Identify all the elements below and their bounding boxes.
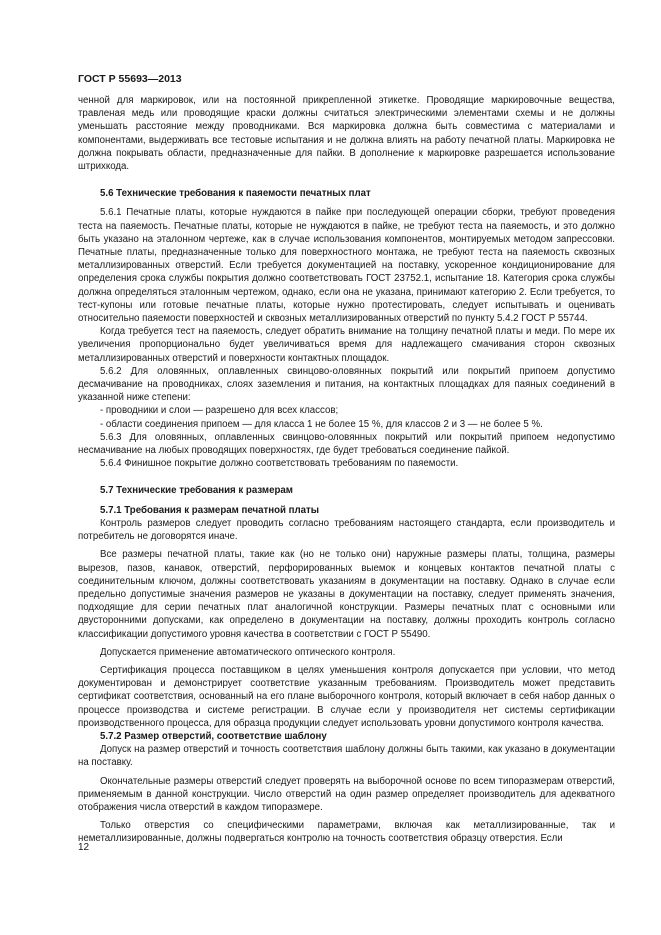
paragraph-5-7-1-certification: Сертификация процесса поставщиком в целях уменьшения контроля допускается при условии, что метод документирован и демонстрирует соответствие указанным требованиям. Производитель может представить сертификат соответствия, основанный на его плане выборочного контроля, который включает в себя набор данных о процессе производства и системе регистрации. В случае если у производителя нет системы сертификации производственного процесса, для образца продукции следует использовать уровни допустимого контроля качества.	[78, 664, 615, 729]
list-item-conductors: - проводники и слои — разрешено для всех классов;	[100, 405, 339, 417]
paragraph-5-7-2-tolerance: Допуск на размер отверстий и точность соответствия шаблону должны быть такими, как указано в документации на поставку.	[78, 744, 615, 769]
paragraph-marking-continuation: ченной для маркировок, или на постоянной прикрепленной этикетке. Проводящие маркировочные вещества, травленая медь или проводящие краски должны считаться электрическими элементами схемы и не должны уменьшать расстояние между проводниками. Вся маркировка должна быть совместима с материалами и компонентами, выдерживать все тестовые испытания и не должна влиять на работу печатной платы. Маркировка не должна покрывать области, предназначенные для пайки. В дополнение к маркировке разрешается использование штрихкода.	[78, 95, 615, 173]
subsection-heading-5-7-1: 5.7.1 Требования к размерам печатной платы	[100, 504, 320, 516]
paragraph-5-7-1-aoi: Допускается применение автоматического оптического контроля.	[100, 646, 396, 658]
document-code-header: ГОСТ Р 55693—2013	[78, 73, 182, 85]
paragraph-5-6-2: 5.6.2 Для оловянных, оплавленных свинцово-оловянных покрытий или покрытий припоем допустимо десмачивание на проводниках, слоях заземления и питания, на контактных площадках для паяных соединений в указанной ниже степени:	[78, 365, 615, 404]
subsection-heading-5-7-2: 5.7.2 Размер отверстий, соответствие шаблону	[100, 730, 327, 742]
page-body	[78, 94, 615, 846]
paragraph-5-6-1-thickness: Когда требуется тест на паяемость, следует обратить внимание на толщину печатной платы и меди. По мере их увеличения пропорционально будет увеличиваться время для надлежащего смачивания сторон сквозных металлизированных отверстий и поверхности контактных площадок.	[78, 326, 615, 364]
paragraph-5-7-2-final-sizes: Окончательные размеры отверстий следует проверять на выборочной основе по всем типоразмерам отверстий, применяемым в данной конструкции. Число отверстий на один размер определяет производитель для адекватного отображения числа отверстий в каждом типоразмере.	[78, 775, 615, 813]
paragraph-5-6-3: 5.6.3 Для оловянных, оплавленных свинцово-оловянных покрытий или покрытий припоем недопустимо несмачивание на любых проводящих поверхностях, где будет требоваться соединение пайкой.	[78, 431, 615, 457]
section-heading-5-7: 5.7 Технические требования к размерам	[100, 485, 293, 497]
paragraph-5-7-1-control: Контроль размеров следует проводить согласно требованиям настоящего стандарта, если производитель и потребитель не договорятся иначе.	[78, 517, 615, 543]
paragraph-5-7-1-dimensions: Все размеры печатной платы, такие как (но не только они) наружные размеры платы, толщина, размеры вырезов, пазов, канавок, отверстий, перфорированных выемок и концевых контактов печатной платы с соединительным ключом, должны соответствовать указаниям в документации на поставку. Однако в случае если предельно допустимые значения размеров не указаны в документации на поставку, следует применять значения, подходящие для серии печатных плат аналогичной конструкции. Размеры печатных плат с основными или двусторонними допусками, как определено в документации на поставку, должны проходить контроль согласно классификации допустимого уровня качества в соответствии с ГОСТ Р 55490.	[78, 549, 615, 640]
paragraph-5-7-2-specific-holes: Только отверстия со специфическими параметрами, включая как металлизированные, так и неметаллизированные, должны подвергаться контролю на точность соответствия образцу отверстия. Если	[78, 820, 615, 845]
list-item-solder-areas: - области соединения припоем — для класса 1 не более 15 %, для классов 2 и 3 — не более 5 %.	[100, 418, 543, 430]
paragraph-5-6-1: 5.6.1 Печатные платы, которые нуждаются в пайке при последующей операции сборки, требуют проведения теста на паяемость. Печатные платы, которые не нуждаются в пайке, не требуют теста на паяемость, и это должно быть указано на эталонном чертеже, как в случае использования компонентов, монтируемых методом запрессовки. Печатные платы, предназначенные только для поверхностного монтажа, не требуют теста на паяемость сквозных металлизированных отверстий. Если требуется документацией на поставку, ускоренное кондиционирование для определения срока службы покрытия должно соответствовать ГОСТ 23752.1, испытание 18. Категория срока службы должна определяться эталонным чертежом, однако, если она не указана, принимают категорию 2. Если требуется, то тест-купоны или готовые печатные платы, которые нужно протестировать, следует испытывать и оценивать относительно паяемости поверхностей и сквозных металлизированных отверстий по пункту 5.4.2 ГОСТ Р 55744.	[78, 207, 615, 325]
paragraph-5-6-4: 5.6.4 Финишное покрытие должно соответствовать требованиям по паяемости.	[100, 458, 459, 470]
section-heading-5-6: 5.6 Технические требования к паяемости печатных плат	[100, 188, 371, 200]
page-number: 12	[78, 842, 90, 853]
